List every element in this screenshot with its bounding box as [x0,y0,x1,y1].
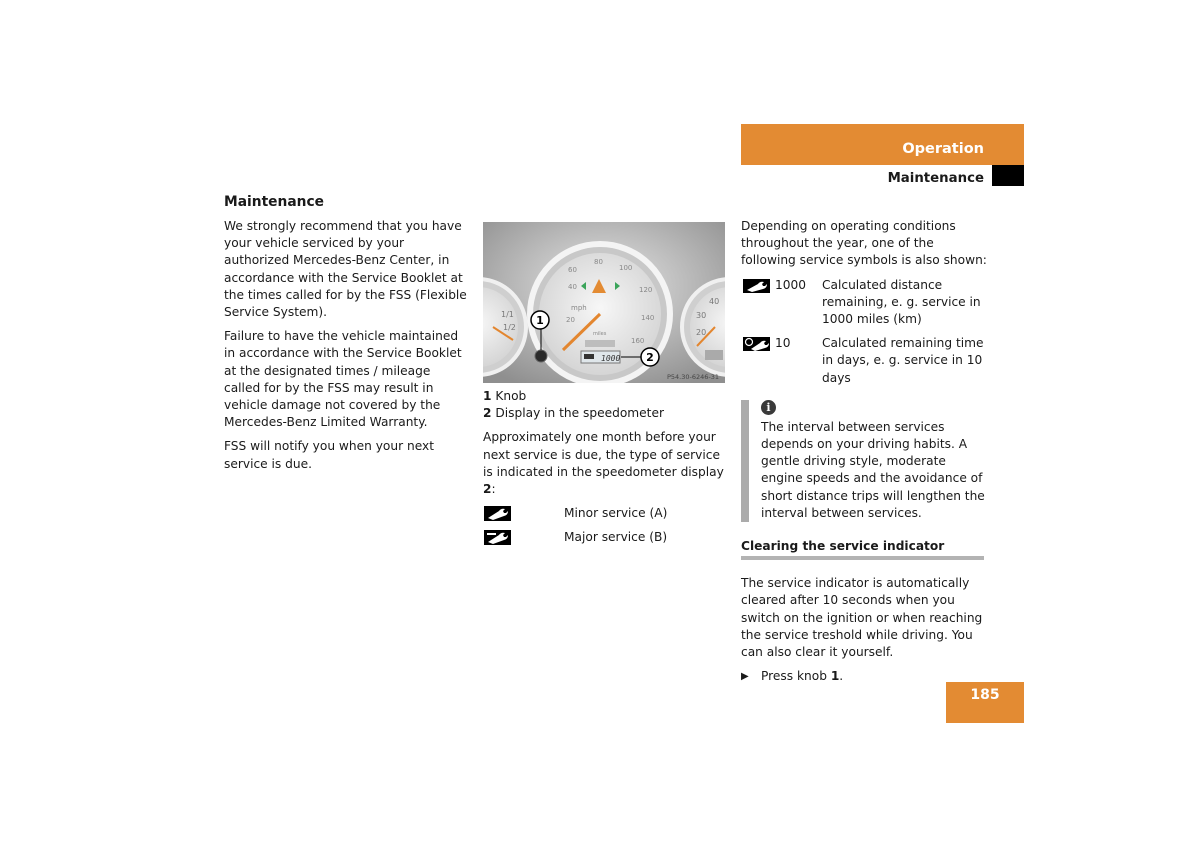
paragraph: Failure to have the vehicle maintained in accordance with the Service Booklet at the designated times / mileage called for by the FSS may result in vehicle damage not covered by the Mercedes-Benz Limited Warranty. [224,329,462,430]
section-title: Maintenance [224,194,325,210]
column-2 [483,388,729,553]
gauge-tick: 160 [631,337,645,345]
legend-item: 1 Knob [483,389,527,403]
gauge-tick: 60 [568,266,577,274]
gauge-unit: mph [571,304,587,312]
callout-1: 1 [536,314,544,327]
callout-2: 2 [646,351,654,364]
gauge-tick: 20 [566,316,575,324]
wrench-icon [743,279,770,293]
legend-item: 2 Display in the speedometer [483,406,664,421]
right-gauge-label: 20 [696,328,707,337]
instruction-step: ▶ Press knob 1. [741,668,987,685]
paragraph: The service indicator is automatically cleared after 10 seconds when you switch on the ignition or when reaching the service treshold while driving. You can also clear it yourself. [741,576,983,660]
note-bar [741,400,749,522]
right-gauge-label: 40 [709,297,720,306]
speedometer-illustration [483,222,725,383]
info-note [741,400,987,522]
subheading: Clearing the service indicator [741,538,984,560]
gauge-tick: 100 [619,264,633,272]
service-row-major: Major service (B) [483,529,729,553]
clock-wrench-icon [743,337,770,351]
symbol-row-distance: 1000 Calculated distance remaining, e. g. service in 1000 miles (km) [741,277,987,329]
note-text: The interval between services depends on your driving habits. A gentle driving style, moderate engine speeds and the avoidance of short distance trips will lengthen the interval between services. [761,419,985,520]
left-gauge-label: 1/1 [501,310,514,319]
paragraph: FSS will notify you when your next service is due. [224,439,434,471]
left-gauge-label: 1/2 [503,323,516,332]
chapter-title: Operation [902,141,984,157]
chapter-subtitle: Maintenance [887,171,984,186]
gauge-tick: 120 [639,286,653,294]
header-marker [992,165,1024,186]
gauge-unit2: miles [593,331,607,337]
paragraph: Approximately one month before your next service is due, the type of service is indicated in the speedometer display 2: [483,430,724,497]
right-gauge-label: 30 [696,311,707,320]
figure-code: P54.30-6246-31 [666,373,719,381]
info-icon: i [761,400,776,415]
column-1 [224,218,470,480]
speedometer-figure [483,222,725,383]
gauge-tick: 80 [594,258,603,266]
service-row-minor: Minor service (A) [483,505,729,529]
display-value: 1000 [601,354,621,363]
arrow-icon: ▶ [741,671,749,683]
gauge-tick: 40 [568,283,577,291]
symbol-row-time: 10 Calculated remaining time in days, e. g. service in 10 days [741,335,987,387]
column-3 [741,218,987,685]
chapter-tab [741,124,1024,165]
wrench-icon [484,506,511,521]
paragraph: We strongly recommend that you have your vehicle serviced by your authorized Mercedes-Benz Center, in accordance with the Service Booklet at the times called for by the FSS (Flexible Service System). [224,219,467,320]
double-wrench-icon [484,530,511,545]
page-number: 185 [946,682,1024,723]
paragraph: Depending on operating conditions throughout the year, one of the following service symbols is also shown: [741,219,987,268]
gauge-tick: 140 [641,314,655,322]
